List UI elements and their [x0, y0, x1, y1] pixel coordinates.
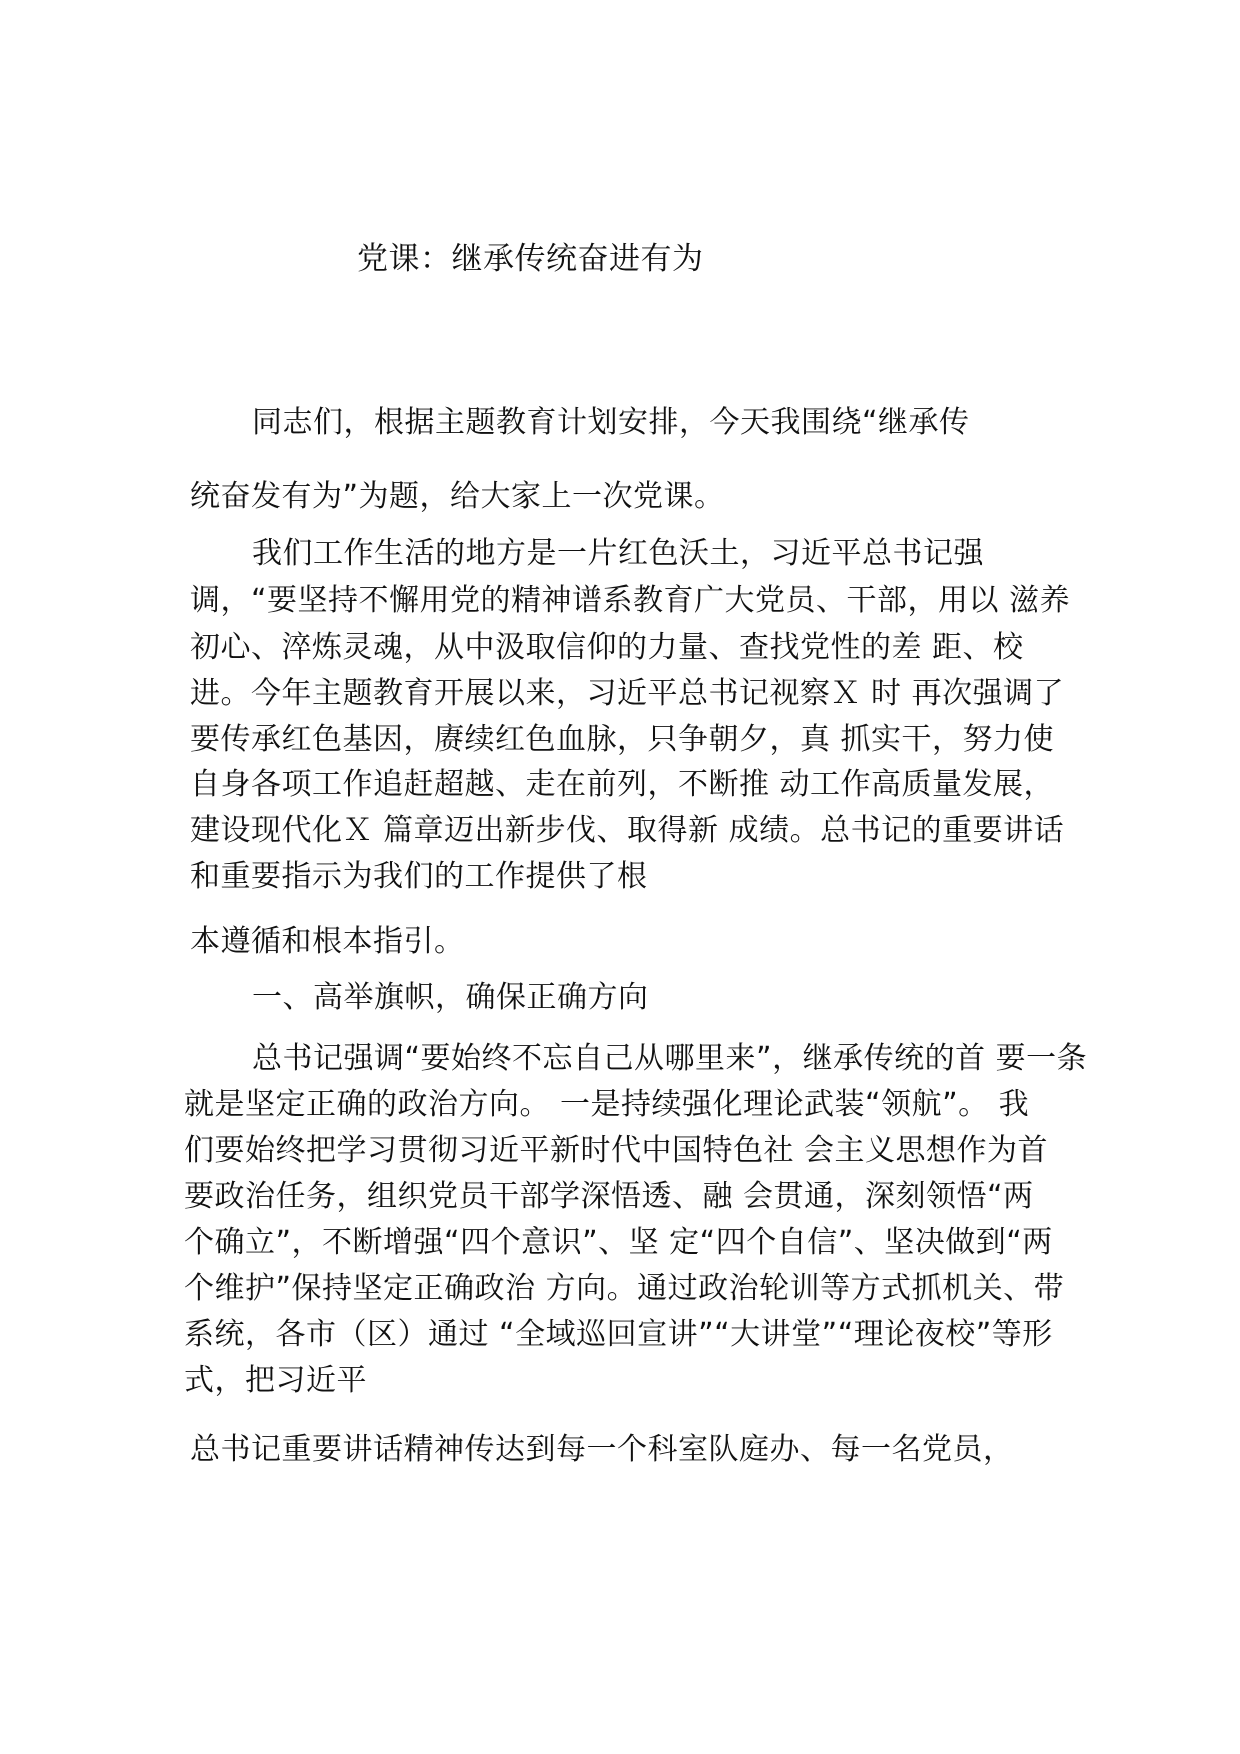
paragraph-line: 统奋发有为”为题，给大家上一次党课。 — [190, 479, 725, 514]
paragraph-line: 总书记强调“要始终不忘自己从哪里来”，继承传统的首 要一条 — [252, 1041, 1088, 1076]
paragraph-line: 总书记重要讲话精神传达到每一个科室队庭办、每一名党员， — [190, 1432, 1014, 1467]
paragraph-line: 建设现代化Ｘ 篇章迈出新步伐、取得新 成绩。总书记的重要讲话 — [190, 813, 1065, 848]
paragraph-line: 系统，各市（区）通过 “全域巡回宣讲”“大讲堂”“理论夜校”等形 — [184, 1317, 1053, 1352]
paragraph-line: 和重要指示为我们的工作提供了根 — [190, 859, 648, 894]
section-heading: 一、高举旗帜，确保正确方向 — [252, 980, 649, 1015]
paragraph-line: 个维护”保持坚定正确政治 方向。通过政治轮训等方式抓机关、带 — [184, 1271, 1065, 1306]
paragraph-line: 我们工作生活的地方是一片红色沃土，习近平总书记强 — [252, 536, 984, 571]
paragraph-line: 就是坚定正确的政治方向。 一是持续强化理论武装“领航”。 我 — [184, 1087, 1030, 1122]
paragraph-line: 个确立”，不断增强“四个意识”、坚 定“四个自信”、坚决做到“两 — [184, 1225, 1053, 1260]
paragraph-line: 本遵循和根本指引。 — [190, 924, 465, 959]
paragraph-line: 自身各项工作追赶超越、走在前列，不断推 动工作高质量发展， — [190, 767, 1055, 802]
paragraph-line: 式，把习近平 — [184, 1363, 367, 1398]
paragraph-line: 同志们，根据主题教育计划安排，今天我围绕“继承传 — [252, 405, 970, 440]
paragraph-line: 要政治任务，组织党员干部学深悟透、融 会贯通，深刻领悟“两 — [184, 1179, 1034, 1214]
document-title: 党课：继承传统奋进有为 — [357, 241, 704, 277]
paragraph-line: 初心、淬炼灵魂，从中汲取信仰的力量、查找党性的差 距、校 — [190, 630, 1024, 665]
paragraph-line: 调，“要坚持不懈用党的精神谱系教育广大党员、干部，用以 滋养 — [190, 583, 1071, 618]
paragraph-line: 要传承红色基因，赓续红色血脉，只争朝夕，真 抓实干，努力使 — [190, 722, 1055, 757]
paragraph-line: 进。今年主题教育开展以来，习近平总书记视察Ｘ 时 再次强调了 — [190, 676, 1065, 711]
paragraph-line: 们要始终把学习贯彻习近平新时代中国特色社 会主义思想作为首 — [184, 1133, 1049, 1168]
